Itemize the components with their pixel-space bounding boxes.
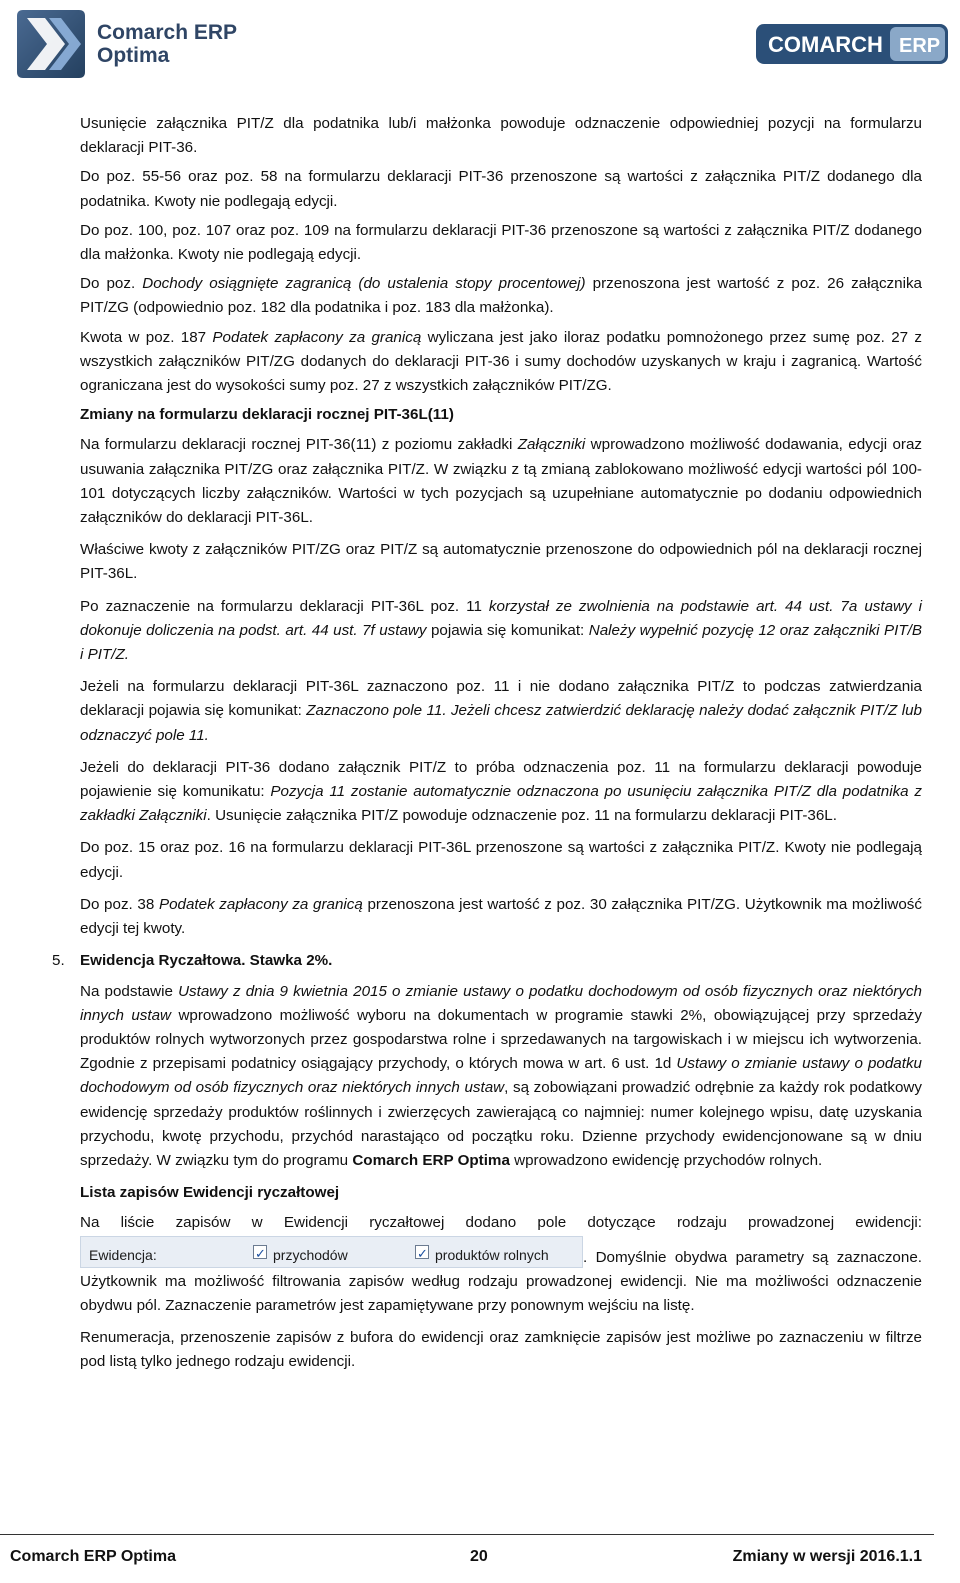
filter-label: Ewidencja: <box>89 1246 157 1263</box>
paragraph: Jeżeli do deklaracji PIT-36 dodano załącznik PIT/Z to próba odznaczenia poz. 11 na formularzu deklaracji powoduje pojawienie się komunikatu: Pozycja 11 zostanie automatycznie odznaczona po usunięciu załącznika PIT/Z dla podatnika z zakładki Załączniki. Usunięcie załącznika PIT/Z powoduje odznaczenie poz. 11 na formularzu deklaracji PIT-36L. <box>80 758 922 825</box>
checkbox-produktow-rolnych[interactable] <box>415 1245 429 1259</box>
paragraph: Na formularzu deklaracji rocznej PIT-36(11) z poziomu zakładki Załączniki wprowadzono możliwość dodawania, edycji oraz usuwania załącznika PIT/ZG oraz załącznika PIT/Z. W związku z tą zmianą zablokowano możliwość edycji wartości pól 100-101 dotyczących liczby załączników. Wartości w tych pozycjach są uzupełniane automatycznie po dodaniu odpowiednich załączników do deklaracji PIT-36L. <box>80 436 922 527</box>
paragraph: Właściwe kwoty z załączników PIT/ZG oraz PIT/Z są automatycznie przenoszone do odpowiednich pól na deklaracji rocznej PIT-36L. <box>80 541 922 583</box>
ewidencja-filter-screenshot <box>80 1236 583 1268</box>
checkbox-przychodow[interactable] <box>253 1245 267 1259</box>
section-heading: Zmiany na formularzu deklaracji rocznej PIT-36L(11) <box>80 406 454 424</box>
paragraph: Na podstawie Ustawy z dnia 9 kwietnia 2015 o zmianie ustawy o podatku dochodowym od osób fizycznych oraz niektórych innych ustaw wprowadzono możliwość wyboru na dokumentach w programie stawki 2%, obowiązującej przy sprzedaży produktów rolnych wytworzonych przez gospodarstwa rolne i sprzedawanych na targowiskach i w miejscu ich wytworzenia. Zgodnie z przepisami podatnicy osiągający przychody, o których mowa w art. 6 ust. 1d Ustawy o zmianie ustawy o podatku dochodowym od osób fizycznych oraz niektórych innych ustaw, są zobowiązani prowadzić odrębnie za każdy rok podatkowy ewidencję sprzedaży produktów roślinnych i zwierzęcych zawierającą co najmniej: numer kolejnego wpisu, datę uzyskania przychodu, kwotę przychodu, przychód narastająco od początku roku. Dzienne przychody ewidencjonowane są w dniu sprzedaży. W związku tym do programu Comarch ERP Optima wprowadzono ewidencję przychodów rolnych. <box>80 982 923 1169</box>
footer-product: Comarch ERP Optima <box>10 1548 176 1565</box>
logo-line-2: Optima <box>97 44 170 67</box>
list-item-5 <box>52 949 922 973</box>
logo-line-1: Comarch ERP <box>97 21 238 44</box>
paragraph: Do poz. 100, poz. 107 oraz poz. 109 na formularzu deklaracji PIT-36 przenoszone są wartości z załącznika PIT/Z dodanego dla małżonka. Kwoty nie podlegają edycji. <box>80 221 922 264</box>
list-number: 5. <box>52 952 65 970</box>
paragraph: Do poz. 55-56 oraz poz. 58 na formularzu deklaracji PIT-36 przenoszone są wartości z załącznika PIT/Z dodanego dla podatnika. Kwoty nie podlegają edycji. <box>80 168 922 210</box>
paragraph: Kwota w poz. 187 Podatek zapłacony za granicą wyliczana jest jako iloraz podatku pomnożonego przez sumę poz. 27 z wszystkich załączników PIT/ZG dodanych do deklaracji PIT-36 i sumy dochodów uzyskanych w kraju i zagranicą. Wartość ograniczana jest do wysokości sumy poz. 27 z wszystkich załączników PIT/ZG. <box>80 328 922 395</box>
paragraph: Jeżeli na formularzu deklaracji PIT-36L zaznaczono poz. 11 i nie dodano załącznika PIT/Z to podczas zatwierdzania deklaracji pojawia się komunikat: Zaznaczono pole 11. Jeżeli chcesz zatwierdzić deklarację należy dodać załącznik PIT/Z lub odznaczyć pole 11. <box>80 678 922 744</box>
paragraph: Do poz. Dochody osiągnięte zagranicą (do ustalenia stopy procentowej) przenoszona jest wartość z poz. 26 załącznika PIT/ZG (odpowiednio poz. 182 dla podatnika i poz. 183 dla małżonka). <box>80 275 922 317</box>
footer-version: Zmiany w wersji 2016.1.1 <box>732 1548 922 1565</box>
footer-divider <box>0 1534 934 1535</box>
page-header <box>0 0 960 92</box>
paragraph: Na liście zapisów w Ewidencji ryczałtowej dodano pole dotyczące rodzaju prowadzonej ewidencji: Ewidencja: ✓ przychodów ✓ produktów rolnych . Domyślnie obydwa parametry są zaznaczone. Użytkownik ma możliwość filtrowania zapisów według rodzaju prowadzonej ewidencji. Nie ma możliwości odznaczenie obydwu pól. Zaznaczenie parametrów jest zapamiętywane przy ponownym wejściu na listę. <box>80 1211 922 1318</box>
comarch-erp-optima-logo <box>15 8 237 80</box>
paragraph: Do poz. 15 oraz poz. 16 na formularzu deklaracji PIT-36L przenoszone są wartości z załącznika PIT/Z. Kwoty nie podlegają edycji. <box>80 839 922 881</box>
list-title: Ewidencja Ryczałtowa. Stawka 2%. <box>80 952 333 970</box>
paragraph: Po zaznaczenie na formularzu deklaracji PIT-36L poz. 11 korzystał ze zwolnienia na podstawie art. 44 ust. 7a ustawy i dokonuje doliczenia na podst. art. 44 ust. 7f ustawy pojawia się komunikat: Należy wypełnić pozycję 12 oraz załączniki PIT/B i PIT/Z. <box>80 597 923 664</box>
logo-right-word: COMARCH <box>768 32 883 57</box>
footer-page-number: 20 <box>470 1548 488 1565</box>
paragraph: Renumeracja, przenoszenie zapisów z bufora do ewidencji oraz zamknięcie zapisów jest możliwe po zaznaczeniu w filtrze pod listą tylko jednego rodzaju ewidencji. <box>80 1329 922 1371</box>
logo-right-badge: ERP <box>899 35 941 57</box>
paragraph: Do poz. 38 Podatek zapłacony za granicą przenoszona jest wartość z poz. 30 załącznika PIT/ZG. Użytkownik ma możliwość edycji tej kwoty. <box>80 895 922 938</box>
checkbox-produktow-rolnych-label: produktów rolnych <box>435 1246 549 1263</box>
section-heading: Lista zapisów Ewidencji ryczałtowej <box>80 1184 340 1202</box>
comarch-erp-logo <box>756 24 948 64</box>
checkbox-przychodow-label: przychodów <box>273 1246 348 1263</box>
optima-logo-icon <box>15 8 87 80</box>
page-footer <box>0 1534 960 1583</box>
document-body <box>52 112 923 1383</box>
paragraph: Usunięcie załącznika PIT/Z dla podatnika lub/i małżonka powoduje odznaczenie odpowiedniej pozycji na formularzu deklaracji PIT-36. <box>80 115 922 157</box>
